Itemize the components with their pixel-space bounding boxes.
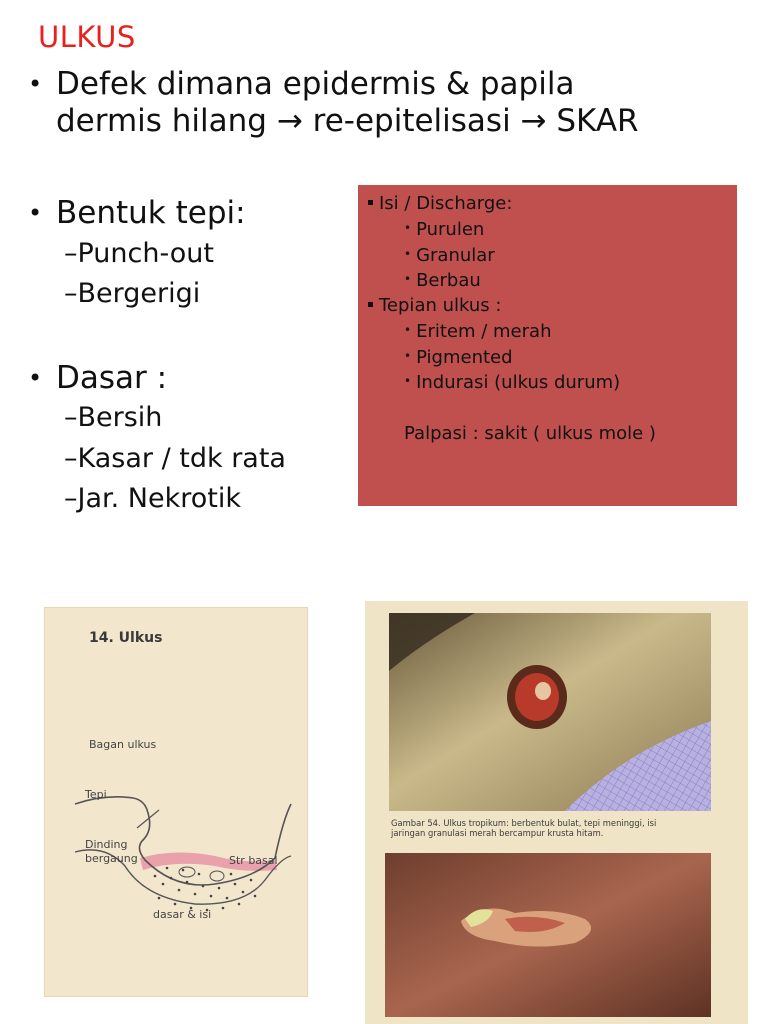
bullet-dot: • bbox=[28, 199, 43, 227]
dasar-item-2: –Jar. Nekrotik bbox=[64, 483, 241, 514]
bentuk-item-1: –Bergerigi bbox=[64, 278, 201, 309]
cell-shape bbox=[179, 867, 195, 877]
palpasi-text: Palpasi : sakit ( ulkus mole ) bbox=[404, 423, 656, 444]
ulcer-diagram-figure bbox=[44, 607, 308, 997]
isi-heading bbox=[368, 191, 512, 217]
tepian-item-label: Pigmented bbox=[416, 347, 513, 368]
bentuk-tepi-label: Bentuk tepi: bbox=[56, 195, 246, 231]
photo-caption-line-1: Gambar 54. Ulkus tropikum: berbentuk bulat, tepi meninggi, isi bbox=[391, 818, 657, 828]
ulcer-photos-svg bbox=[365, 601, 748, 1024]
dasar-item-1: –Kasar / tdk rata bbox=[64, 443, 286, 474]
ulcer-photos-figure bbox=[365, 601, 748, 1024]
ulcer-crust bbox=[535, 682, 551, 700]
dasar-item-label: Kasar / tdk rata bbox=[77, 443, 286, 474]
bullet-bentuk-tepi bbox=[28, 195, 246, 232]
bentuk-item-label: Punch-out bbox=[77, 238, 214, 269]
discharge-box bbox=[358, 185, 737, 506]
label-str-basal: Str basal bbox=[229, 854, 278, 867]
ulcer-granulation bbox=[515, 673, 559, 721]
figure-heading: 14. Ulkus bbox=[89, 630, 163, 646]
tepian-item: • Pigmented bbox=[404, 347, 513, 368]
dasar-item-label: Bersih bbox=[77, 402, 163, 433]
slide-title: ULKUS bbox=[38, 20, 136, 54]
ulcer-diagram-svg bbox=[45, 608, 307, 996]
tepian-heading bbox=[368, 293, 501, 319]
dasar-item-0: –Bersih bbox=[64, 402, 163, 433]
bullet-dot: • bbox=[28, 70, 43, 98]
bullet-definition bbox=[28, 66, 639, 140]
bentuk-item-0: –Punch-out bbox=[64, 238, 214, 269]
isi-item-label: Purulen bbox=[416, 219, 485, 240]
isi-item: • Berbau bbox=[404, 270, 481, 291]
isi-item: • Purulen bbox=[404, 219, 485, 240]
tepian-item-label: Indurasi (ulkus durum) bbox=[416, 372, 621, 393]
bentuk-item-label: Bergerigi bbox=[77, 278, 201, 309]
isi-label: Isi / Discharge: bbox=[379, 193, 513, 214]
isi-item-label: Granular bbox=[416, 245, 495, 266]
dasar-label: Dasar : bbox=[56, 360, 168, 396]
label-dasar-isi: dasar & isi bbox=[153, 908, 212, 921]
square-bullet-icon bbox=[368, 302, 373, 307]
isi-item: • Granular bbox=[404, 245, 495, 266]
isi-item-label: Berbau bbox=[416, 270, 481, 291]
bullet-dot: • bbox=[28, 364, 43, 392]
figure-subheading: Bagan ulkus bbox=[89, 738, 157, 751]
square-bullet-icon bbox=[368, 200, 373, 205]
definition-line-2: dermis hilang → re-epitelisasi → SKAR bbox=[56, 103, 639, 139]
tepian-label: Tepian ulkus : bbox=[379, 295, 502, 316]
label-bergaung: bergaung bbox=[85, 852, 138, 865]
bullet-dasar bbox=[28, 360, 168, 397]
label-dinding: Dinding bbox=[85, 838, 128, 851]
label-tepi: Tepi bbox=[85, 788, 107, 801]
tepian-item-label: Eritem / merah bbox=[416, 321, 552, 342]
tepian-item: • Indurasi (ulkus durum) bbox=[404, 372, 621, 393]
photo-caption-line-2: jaringan granulasi merah bercampur krusta hitam. bbox=[391, 828, 604, 838]
dasar-item-label: Jar. Nekrotik bbox=[77, 483, 241, 514]
tepian-item: • Eritem / merah bbox=[404, 321, 552, 342]
definition-line-1: Defek dimana epidermis & papila bbox=[56, 66, 575, 102]
cell-shape bbox=[210, 871, 224, 881]
